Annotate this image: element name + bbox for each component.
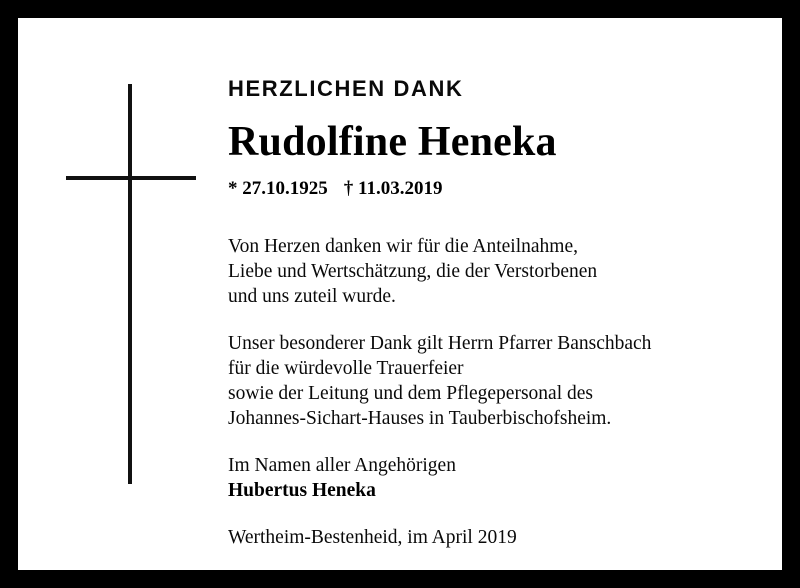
life-dates xyxy=(228,178,748,200)
thanks-heading: HERZLICHEN DANK xyxy=(228,76,464,101)
paragraph-line: Von Herzen danken wir für die Anteilnahme, xyxy=(228,236,578,257)
cross-horizontal-bar xyxy=(66,176,196,180)
paragraph-line: und uns zuteil wurde. xyxy=(228,286,396,307)
death-date: † 11.03.2019 xyxy=(343,178,443,199)
cross-vertical-bar xyxy=(128,84,132,484)
signer-name: Hubertus Heneka xyxy=(228,480,376,501)
place-and-date xyxy=(228,525,748,550)
place-date-line: Wertheim-Bestenheid, im April 2019 xyxy=(228,527,517,548)
paragraph-line: Liebe und Wertschätzung, die der Verstorbenen xyxy=(228,261,598,282)
paragraph-gratitude xyxy=(228,234,748,309)
paragraph-line: Unser besonderer Dank gilt Herrn Pfarrer Banschbach xyxy=(228,333,652,354)
paragraph-line: sowie der Leitung und dem Pflegepersonal des xyxy=(228,383,593,404)
deceased-name: Rudolfine Heneka xyxy=(228,119,557,165)
paragraph-line: Johannes-Sichart-Hauses in Tauberbischofsheim. xyxy=(228,408,612,429)
signature-block xyxy=(228,453,748,503)
family-line: Im Namen aller Angehörigen xyxy=(228,455,456,476)
obituary-card xyxy=(18,18,782,570)
cross-icon xyxy=(66,84,196,484)
paragraph-special-thanks xyxy=(228,331,748,431)
obituary-content xyxy=(228,76,748,572)
birth-date: * 27.10.1925 xyxy=(228,178,328,199)
paragraph-line: für die würdevolle Trauerfeier xyxy=(228,358,464,379)
